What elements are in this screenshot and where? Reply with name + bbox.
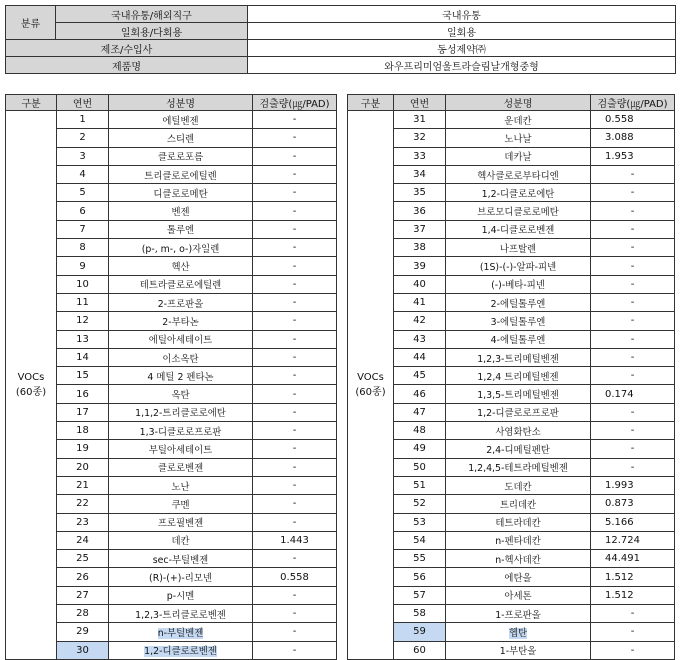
- group-header: 구분: [348, 95, 394, 111]
- distribution-label: 국내유통/해외직구: [56, 6, 248, 23]
- detected-amount: -: [253, 641, 337, 659]
- component-name: 에틸벤젠: [109, 111, 253, 129]
- detected-amount: -: [591, 275, 675, 293]
- detected-amount: -: [253, 440, 337, 458]
- table-row: [348, 403, 675, 421]
- header-row: [6, 95, 337, 111]
- row-number: 44: [394, 348, 446, 366]
- row-number: 25: [57, 550, 109, 568]
- component-name: 2-에틸톨루엔: [446, 293, 591, 311]
- group-cell: VOCs (60종): [348, 111, 394, 660]
- detected-amount: 0.873: [591, 495, 675, 513]
- detected-amount: -: [253, 330, 337, 348]
- component-name: 1-프로판올: [446, 605, 591, 623]
- info-row: [6, 6, 676, 23]
- row-number: 55: [394, 550, 446, 568]
- row-number: 13: [57, 330, 109, 348]
- row-number: 53: [394, 513, 446, 531]
- row-number: 33: [394, 147, 446, 165]
- product-name-value: 와우프리미엄울트라슬림날개형중형: [248, 57, 676, 74]
- row-number: 17: [57, 403, 109, 421]
- name-header: 성분명: [446, 95, 591, 111]
- component-name: 1,1,2-트리클로로에탄: [109, 403, 253, 421]
- row-number: 51: [394, 476, 446, 494]
- detected-amount: -: [253, 422, 337, 440]
- component-name: 에틸아세테이트: [109, 330, 253, 348]
- row-number: 50: [394, 458, 446, 476]
- detected-amount: 44.491: [591, 550, 675, 568]
- detected-amount: -: [591, 623, 675, 641]
- detected-amount: -: [253, 111, 337, 129]
- component-name: 톨루엔: [109, 220, 253, 238]
- row-number: 4: [57, 165, 109, 183]
- table-row: [348, 202, 675, 220]
- table-row: [348, 385, 675, 403]
- table-row: [348, 495, 675, 513]
- table-row: [348, 348, 675, 366]
- detected-amount: -: [253, 586, 337, 604]
- detected-amount: -: [253, 275, 337, 293]
- no-header: 연번: [57, 95, 109, 111]
- row-number: 46: [394, 385, 446, 403]
- component-name: 4-에틸톨루엔: [446, 330, 591, 348]
- detected-amount: -: [253, 623, 337, 641]
- detected-amount: -: [253, 476, 337, 494]
- detected-amount: 0.174: [591, 385, 675, 403]
- row-number: 43: [394, 330, 446, 348]
- component-name: 1,3-디클로로프로판: [109, 422, 253, 440]
- product-name-label: 제품명: [6, 57, 248, 74]
- component-name: 운데칸: [446, 111, 591, 129]
- table-row: [348, 147, 675, 165]
- row-number: 52: [394, 495, 446, 513]
- detected-amount: 1.993: [591, 476, 675, 494]
- detected-amount: -: [253, 184, 337, 202]
- component-name: 1,2,3-트리메틸벤젠: [446, 348, 591, 366]
- row-number: 2: [57, 129, 109, 147]
- component-name: 1,4-디클로로벤젠: [446, 220, 591, 238]
- amount-header: 검출량(㎍/PAD): [253, 95, 337, 111]
- detected-amount: -: [591, 367, 675, 385]
- component-name: 1,2,4,5-테트라메틸벤젠: [446, 458, 591, 476]
- detected-amount: -: [253, 367, 337, 385]
- component-name: 클로로벤젠: [109, 458, 253, 476]
- component-name: sec-부틸벤젠: [109, 550, 253, 568]
- table-row: [348, 111, 675, 129]
- group-header: 구분: [6, 95, 57, 111]
- component-name: 노나날: [446, 129, 591, 147]
- detected-amount: -: [591, 202, 675, 220]
- detected-amount: 1.512: [591, 586, 675, 604]
- detected-amount: -: [253, 293, 337, 311]
- component-name: 헥사클로로부타디엔: [446, 165, 591, 183]
- table-row: [348, 330, 675, 348]
- row-number: 37: [394, 220, 446, 238]
- component-name: 옥탄: [109, 385, 253, 403]
- row-number: 18: [57, 422, 109, 440]
- header-row: [348, 95, 675, 111]
- component-name: n-헥사데칸: [446, 550, 591, 568]
- component-name: [109, 623, 253, 641]
- component-name: 데카날: [446, 147, 591, 165]
- detected-amount: -: [253, 202, 337, 220]
- detected-amount: -: [253, 495, 337, 513]
- table-row: [348, 586, 675, 604]
- row-number: 34: [394, 165, 446, 183]
- component-name: 1,3,5-트리메틸벤젠: [446, 385, 591, 403]
- table-row: [348, 458, 675, 476]
- row-number: 60: [394, 641, 446, 659]
- table-row: [348, 220, 675, 238]
- component-name: 2,4-디메틸펜탄: [446, 440, 591, 458]
- detected-amount: 1.443: [253, 531, 337, 549]
- row-number: 57: [394, 586, 446, 604]
- table-row: [348, 422, 675, 440]
- component-name: 노난: [109, 476, 253, 494]
- row-number: 59: [394, 623, 446, 641]
- component-name: 스티렌: [109, 129, 253, 147]
- product-info-table: [5, 5, 676, 74]
- component-name: 디클로로메탄: [109, 184, 253, 202]
- row-number: 28: [57, 605, 109, 623]
- detected-amount: -: [591, 257, 675, 275]
- component-name: 데칸: [109, 531, 253, 549]
- detected-amount: -: [591, 641, 675, 659]
- classification-label: 분류: [6, 6, 56, 40]
- detected-amount: -: [253, 403, 337, 421]
- table-row: [6, 111, 337, 129]
- info-row: [6, 57, 676, 74]
- components-table-left: [5, 94, 337, 660]
- detected-amount: -: [591, 422, 675, 440]
- row-number: 36: [394, 202, 446, 220]
- table-row: [348, 440, 675, 458]
- component-name: (R)-(+)-리모넨: [109, 568, 253, 586]
- row-number: 7: [57, 220, 109, 238]
- component-name: 나프탈렌: [446, 239, 591, 257]
- row-number: 19: [57, 440, 109, 458]
- row-number: 29: [57, 623, 109, 641]
- detected-amount: -: [253, 605, 337, 623]
- component-name-text: 1,2-디클로로벤젠: [144, 646, 217, 658]
- row-number: 16: [57, 385, 109, 403]
- component-name: 헥산: [109, 257, 253, 275]
- row-number: 27: [57, 586, 109, 604]
- table-row: [348, 239, 675, 257]
- table-row: [348, 275, 675, 293]
- detected-amount: -: [253, 165, 337, 183]
- row-number: 39: [394, 257, 446, 275]
- component-name-text: 헵탄: [508, 627, 528, 639]
- amount-header: 검출량(㎍/PAD): [591, 95, 675, 111]
- component-name: 1,2,4 트리메틸벤젠: [446, 367, 591, 385]
- component-name: 부틸아세테이트: [109, 440, 253, 458]
- detected-amount: -: [591, 403, 675, 421]
- component-name: [446, 623, 591, 641]
- component-name: 트리데칸: [446, 495, 591, 513]
- component-name: (1S)-(-)-알파-피넨: [446, 257, 591, 275]
- table-row: [348, 641, 675, 659]
- table-row: [348, 550, 675, 568]
- component-name: 에탄올: [446, 568, 591, 586]
- component-name: 브로모디클로로메탄: [446, 202, 591, 220]
- component-name: (-)-베타-피넨: [446, 275, 591, 293]
- detected-amount: 1.512: [591, 568, 675, 586]
- component-name: p-시멘: [109, 586, 253, 604]
- detected-amount: -: [253, 129, 337, 147]
- components-body-right: [348, 111, 675, 660]
- component-name: 이소옥탄: [109, 348, 253, 366]
- row-number: 38: [394, 239, 446, 257]
- table-row: [348, 312, 675, 330]
- component-name: 3-에틸톨루엔: [446, 312, 591, 330]
- detected-amount: -: [591, 293, 675, 311]
- detected-amount: -: [591, 458, 675, 476]
- table-row: [348, 568, 675, 586]
- info-row: [6, 23, 676, 40]
- row-number: 58: [394, 605, 446, 623]
- table-row: [348, 513, 675, 531]
- detected-amount: -: [253, 220, 337, 238]
- name-header: 성분명: [109, 95, 253, 111]
- component-name: 테트라클로로에틸렌: [109, 275, 253, 293]
- row-number: 8: [57, 239, 109, 257]
- component-name: 사염화탄소: [446, 422, 591, 440]
- row-number: 24: [57, 531, 109, 549]
- component-name: 1,2-디클로로프로판: [446, 403, 591, 421]
- component-name: n-펜타데칸: [446, 531, 591, 549]
- detected-amount: -: [591, 605, 675, 623]
- row-number: 32: [394, 129, 446, 147]
- row-number: 23: [57, 513, 109, 531]
- detected-amount: -: [253, 239, 337, 257]
- table-row: [348, 184, 675, 202]
- manufacturer-value: 동성제약㈜: [248, 40, 676, 57]
- component-name-text: n-부틸벤젠: [157, 627, 204, 639]
- detected-amount: -: [253, 147, 337, 165]
- component-name: 프로필벤젠: [109, 513, 253, 531]
- detected-amount: -: [253, 257, 337, 275]
- info-row: [6, 40, 676, 57]
- usage-value: 일회용: [248, 23, 676, 40]
- detected-amount: -: [591, 348, 675, 366]
- row-number: 10: [57, 275, 109, 293]
- row-number: 49: [394, 440, 446, 458]
- component-name: 2-부타논: [109, 312, 253, 330]
- row-number: 31: [394, 111, 446, 129]
- detected-amount: -: [253, 513, 337, 531]
- row-number: 56: [394, 568, 446, 586]
- row-number: 35: [394, 184, 446, 202]
- distribution-value: 국내유통: [248, 6, 676, 23]
- usage-label: 일회용/다회용: [56, 23, 248, 40]
- table-row: [348, 293, 675, 311]
- row-number: 30: [57, 641, 109, 659]
- component-name: 클로로포름: [109, 147, 253, 165]
- row-number: 48: [394, 422, 446, 440]
- group-cell: VOCs (60종): [6, 111, 57, 660]
- detected-amount: 0.558: [591, 111, 675, 129]
- table-row: [348, 367, 675, 385]
- row-number: 54: [394, 531, 446, 549]
- detected-amount: -: [253, 385, 337, 403]
- component-name: 벤젠: [109, 202, 253, 220]
- row-number: 12: [57, 312, 109, 330]
- component-name: 1-부탄올: [446, 641, 591, 659]
- row-number: 22: [57, 495, 109, 513]
- table-row: [348, 257, 675, 275]
- row-number: 40: [394, 275, 446, 293]
- manufacturer-label: 제조/수입사: [6, 40, 248, 57]
- row-number: 6: [57, 202, 109, 220]
- row-number: 42: [394, 312, 446, 330]
- detected-amount: -: [591, 220, 675, 238]
- component-name: 쿠멘: [109, 495, 253, 513]
- table-row: [348, 165, 675, 183]
- row-number: 21: [57, 476, 109, 494]
- detected-amount: 5.166: [591, 513, 675, 531]
- row-number: 20: [57, 458, 109, 476]
- table-row: [348, 476, 675, 494]
- row-number: 5: [57, 184, 109, 202]
- row-number: 15: [57, 367, 109, 385]
- row-number: 14: [57, 348, 109, 366]
- detected-amount: 1.953: [591, 147, 675, 165]
- table-row: [348, 531, 675, 549]
- detected-amount: 3.088: [591, 129, 675, 147]
- detected-amount: -: [591, 239, 675, 257]
- row-number: 26: [57, 568, 109, 586]
- table-row: [348, 129, 675, 147]
- table-row: [348, 605, 675, 623]
- row-number: 41: [394, 293, 446, 311]
- detected-amount: -: [253, 312, 337, 330]
- table-row: [348, 623, 675, 641]
- detected-amount: -: [591, 165, 675, 183]
- component-name: 4 메틸 2 펜타논: [109, 367, 253, 385]
- component-name: (p-, m-, o-)자일렌: [109, 239, 253, 257]
- component-name: 아세톤: [446, 586, 591, 604]
- row-number: 47: [394, 403, 446, 421]
- component-name: 테트라데칸: [446, 513, 591, 531]
- detected-amount: 12.724: [591, 531, 675, 549]
- row-number: 3: [57, 147, 109, 165]
- component-name: 도데칸: [446, 476, 591, 494]
- detected-amount: -: [253, 458, 337, 476]
- row-number: 11: [57, 293, 109, 311]
- row-number: 1: [57, 111, 109, 129]
- components-table-right: [347, 94, 675, 660]
- row-number: 45: [394, 367, 446, 385]
- detected-amount: -: [591, 184, 675, 202]
- detected-amount: -: [591, 330, 675, 348]
- component-name: [109, 641, 253, 659]
- components-body-left: [6, 111, 337, 660]
- detected-amount: -: [253, 550, 337, 568]
- no-header: 연번: [394, 95, 446, 111]
- component-name: 1,2-디클로로에탄: [446, 184, 591, 202]
- component-name: 2-프로판올: [109, 293, 253, 311]
- detected-amount: -: [253, 348, 337, 366]
- detected-amount: -: [591, 312, 675, 330]
- row-number: 9: [57, 257, 109, 275]
- detected-amount: -: [591, 440, 675, 458]
- detected-amount: 0.558: [253, 568, 337, 586]
- component-name: 트리클로로에틸렌: [109, 165, 253, 183]
- component-name: 1,2,3-트리클로로벤젠: [109, 605, 253, 623]
